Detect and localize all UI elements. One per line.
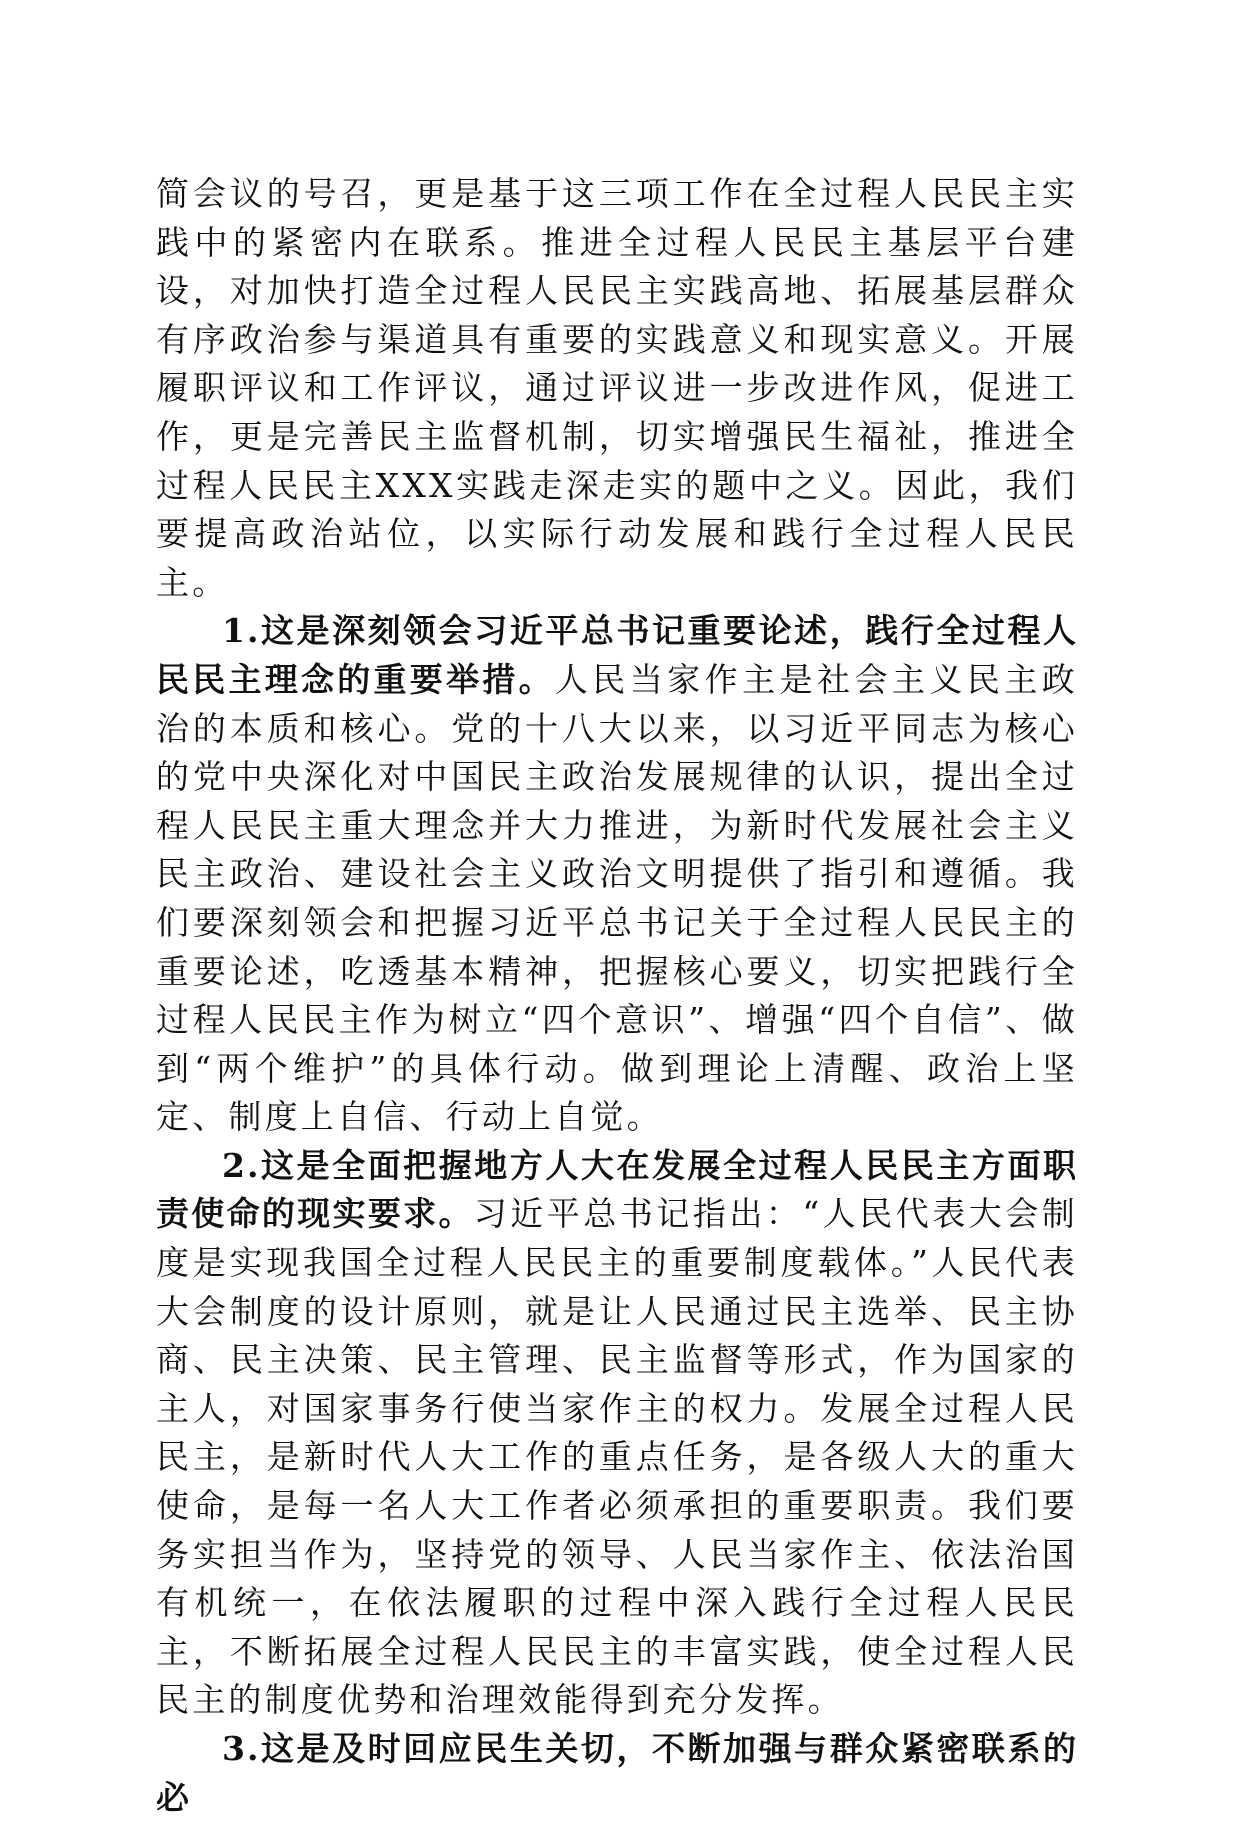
paragraph-point-3 <box>156 1725 1078 1822</box>
paragraph-point-1-text: 人民当家作主是社会主义民主政治的本质和核心。党的十八大以来，以习近平同志为核心的党中央深化对中国民主政治发展规律的认识，提出全过程人民民主重大理念并大力推进，为新时代发展社会主义民主政治、建设社会主义政治文明提供了指引和遵循。我们要深刻领会和把握习近平总书记关于全过程人民民主的重要论述，吃透基本精神，把握核心要义，切实把践行全过程人民民主作为树立“四个意识”、增强“四个自信”、做到“两个维护”的具体行动。做到理论上清醒、政治上坚定、制度上自信、行动上自觉。 <box>156 659 1078 1137</box>
paragraph-point-1-heading: 1.这是深刻领会习近平总书记重要论述，践行全过程人民民主理念的重要举措。 <box>156 611 1078 699</box>
document-body <box>156 170 1078 1822</box>
paragraph-point-2-heading: 2.这是全面把握地方人大在发展全过程人民民主方面职责使命的现实要求。 <box>156 1145 1078 1234</box>
paragraph-intro <box>156 170 1078 607</box>
paragraph-point-2 <box>156 1142 1078 1725</box>
paragraph-intro-text: 简会议的号召，更是基于这三项工作在全过程人民民主实践中的紧密内在联系。推进全过程人民民主基层平台建设，对加快打造全过程人民民主实践高地、拓展基层群众有序政治参与渠道具有重要的实践意义和现实意义。开展履职评议和工作评议，通过评议进一步改进作风，促进工作，更是完善民主监督机制，切实增强民生福祉，推进全过程人民民主XXX实践走深走实的题中之义。因此，我们要提高政治站位，以实际行动发展和践行全过程人民民主。 <box>156 174 1078 602</box>
paragraph-point-1 <box>156 607 1078 1142</box>
paragraph-point-2-text: 习近平总书记指出：“人民代表大会制度是实现我国全过程人民民主的重要制度载体。”人民代表大会制度的设计原则，就是让人民通过民主选举、民主协商、民主决策、民主管理、民主监督等形式，作为国家的主人，对国家事务行使当家作主的权力。发展全过程人民民主，是新时代人大工作的重点任务，是各级人大的重大使命，是每一名人大工作者必须承担的重要职责。我们要务实担当作为，坚持党的领导、人民当家作主、依法治国有机统一，在依法履职的过程中深入践行全过程人民民主，不断拓展全过程人民民主的丰富实践，使全过程人民民主的制度优势和治理效能得到充分发挥。 <box>156 1194 1078 1720</box>
paragraph-point-3-heading: 3.这是及时回应民生关切，不断加强与群众紧密联系的必 <box>156 1729 1078 1817</box>
